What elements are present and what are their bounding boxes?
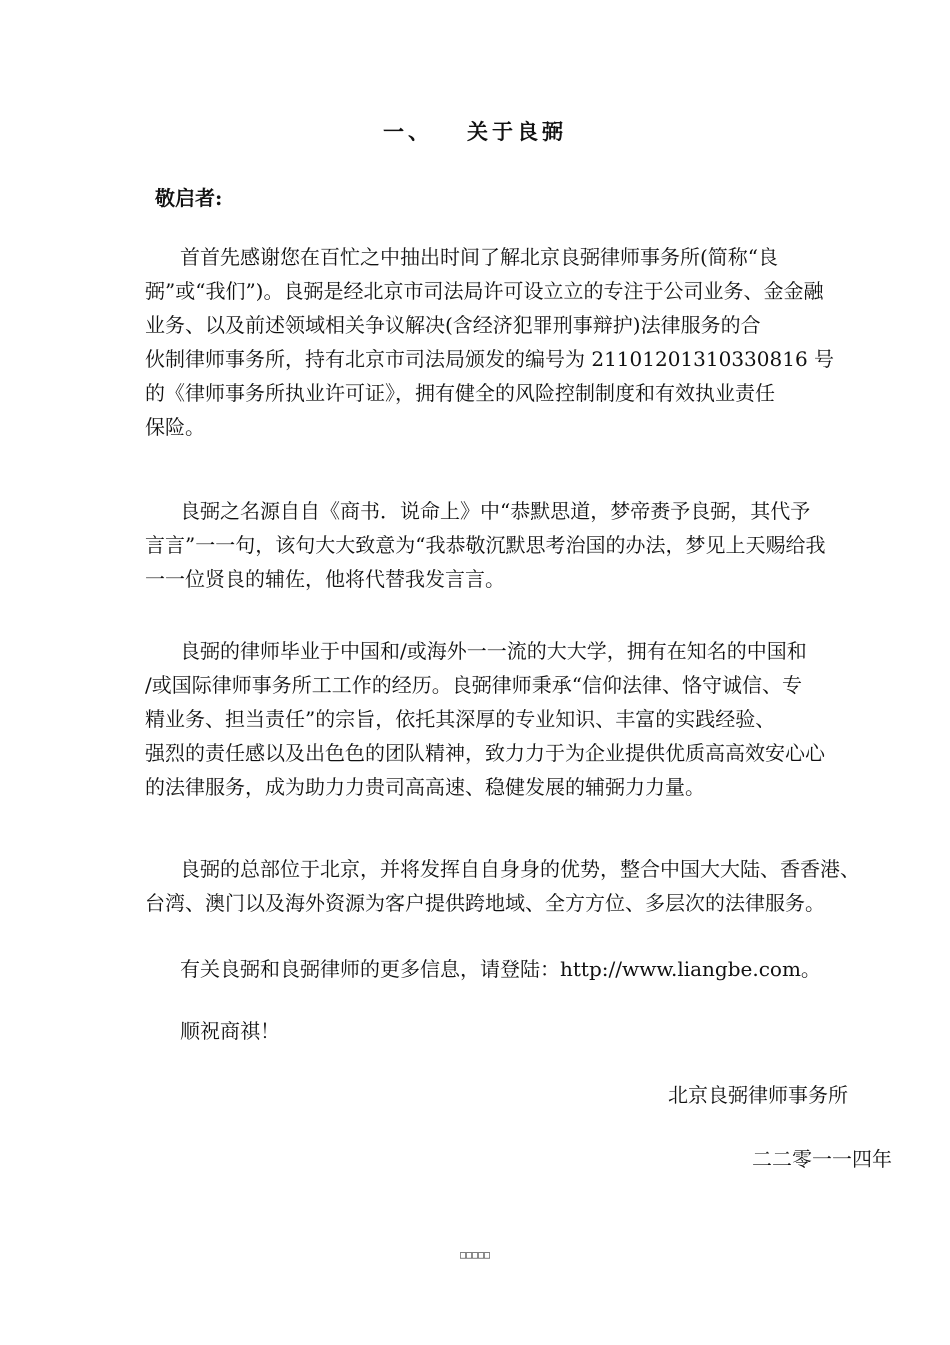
date: 二二零一一四年 xyxy=(752,1147,892,1171)
paragraph-line: 首首先感谢您在百忙之中抽出时间了解北京良弼律师事务所(简称“良 xyxy=(180,245,779,269)
paragraph-intro xyxy=(145,240,935,444)
salutation: 敬启者: xyxy=(155,186,223,210)
closing-greeting: 顺祝商祺！ xyxy=(180,1019,280,1043)
paragraph-line: 一一位贤良的辅佐，他将代替我发言言。 xyxy=(145,567,505,591)
info-line: 有关良弼和良弼律师的更多信息，请登陆：http://www.liangbe.com。 xyxy=(180,957,821,981)
section-title: 关于良弼 xyxy=(467,120,567,144)
paragraph-line: 伙制律师事务所，持有北京市司法局颁发的编号为 21101201310330816 号 xyxy=(145,347,835,371)
paragraph-headquarters xyxy=(145,852,935,920)
paragraph-line: 精业务、担当责任”的宗旨，依托其深厚的专业知识、丰富的实践经验、 xyxy=(145,707,776,731)
paragraph-line: 良弼的总部位于北京，并将发挥自自身身的优势，整合中国大大陆、香香港、 xyxy=(180,857,860,881)
paragraph-line: 业务、以及前述领域相关争议解决(含经济犯罪刑事辩护)法律服务的合 xyxy=(145,313,761,337)
paragraph-name-origin xyxy=(145,494,935,596)
paragraph-line: 良弼的律师毕业于中国和/或海外一一流的大大学，拥有在知名的中国和 xyxy=(180,639,807,663)
section-number: 一、 xyxy=(383,120,433,144)
paragraph-line: 弼”或“我们”)。良弼是经北京市司法局许可设立立的专注于公司业务、金金融 xyxy=(145,279,824,303)
paragraph-line: 言言”一一句，该句大大致意为“我恭敬沉默思考治国的办法，梦见上天赐给我 xyxy=(145,533,826,557)
paragraph-line: 台湾、澳门以及海外资源为客户提供跨地域、全方方位、多层次的法律服务。 xyxy=(145,891,825,915)
paragraph-lawyers xyxy=(145,634,935,804)
paragraph-line: 的《律师事务所执业许可证》，拥有健全的风险控制制度和有效执业责任 xyxy=(145,381,775,405)
section-heading xyxy=(0,116,950,146)
signature: 北京良弼律师事务所 xyxy=(668,1083,848,1107)
paragraph-line: 良弼之名源自自《商书．说命上》中“恭默思道，梦帝赉予良弼，其代予 xyxy=(180,499,811,523)
page-footer: □□□□□ xyxy=(459,1250,491,1261)
paragraph-line: 的法律服务，成为助力力贵司高高速、稳健发展的辅弼力力量。 xyxy=(145,775,705,799)
paragraph-line: 保险。 xyxy=(145,415,205,439)
paragraph-line: 强烈的责任感以及出色色的团队精神，致力力于为企业提供优质高高效安心心 xyxy=(145,741,825,765)
paragraph-line: /或国际律师事务所工工作的经历。良弼律师秉承“信仰法律、恪守诚信、专 xyxy=(145,673,802,697)
